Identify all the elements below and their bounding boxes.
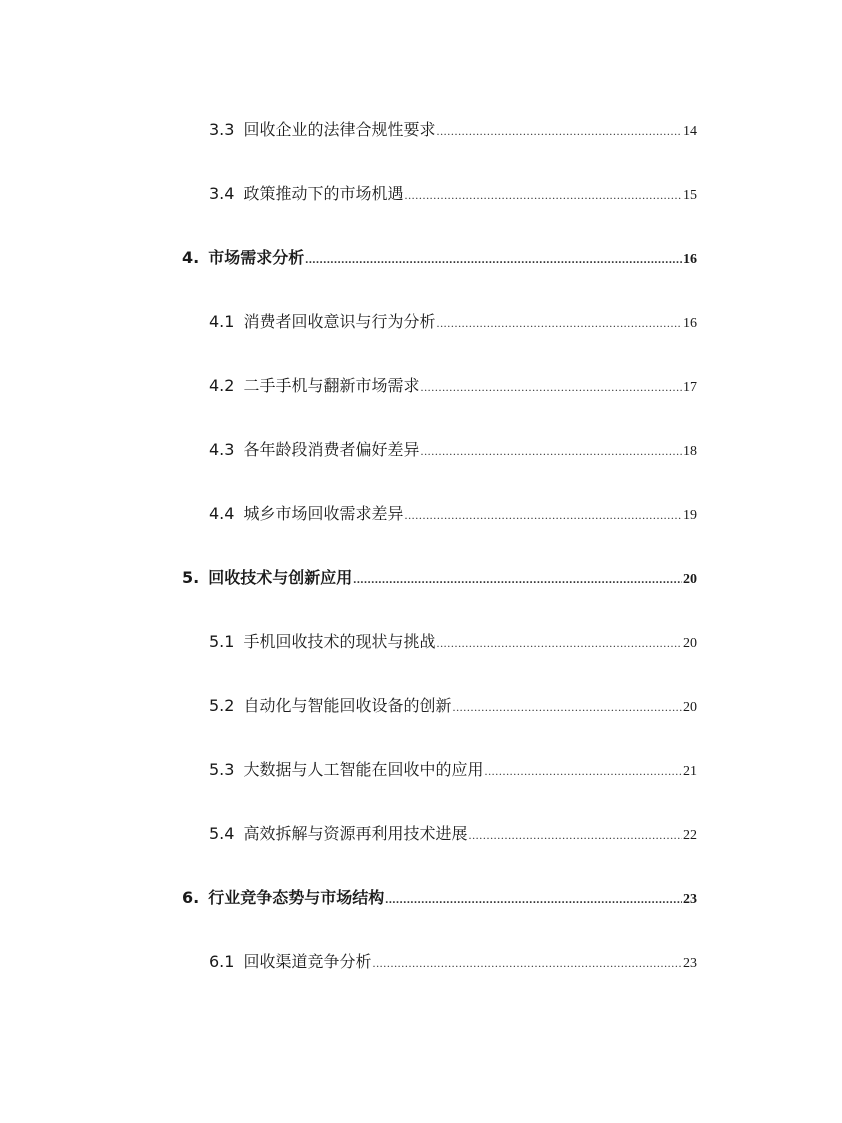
- toc-entry-title: 政策推动下的市场机遇: [243, 184, 404, 203]
- toc-entry-number: 6.: [182, 888, 200, 907]
- toc-entry-page: 18: [683, 444, 697, 459]
- toc-entry-title: 市场需求分析: [208, 248, 305, 267]
- dot-leader: [484, 760, 682, 782]
- toc-entry[interactable]: [209, 695, 697, 717]
- toc-entry-page: 22: [683, 828, 697, 843]
- toc-chapter-entry[interactable]: [182, 887, 697, 909]
- dot-leader: [420, 376, 682, 398]
- toc-entry[interactable]: [209, 503, 697, 525]
- toc-entry-title: 大数据与人工智能在回收中的应用: [243, 760, 484, 779]
- toc-entry[interactable]: [209, 119, 697, 141]
- toc-entry-title: 城乡市场回收需求差异: [243, 504, 404, 523]
- toc-entry-number: 4.3: [209, 440, 235, 459]
- dot-leader: [353, 568, 682, 590]
- toc-entry-number: 5.: [182, 568, 200, 587]
- toc-entry-number: 4.4: [209, 504, 235, 523]
- dot-leader: [436, 120, 682, 142]
- toc-entry[interactable]: [209, 311, 697, 333]
- toc-entry-page: 16: [683, 316, 697, 331]
- toc-entry-page: 15: [683, 188, 697, 203]
- toc-chapter-entry[interactable]: [182, 247, 697, 269]
- toc-entry-page: 20: [683, 700, 697, 715]
- toc-entry-number: 4.2: [209, 376, 235, 395]
- toc-entry-title: 回收渠道竞争分析: [243, 952, 372, 971]
- toc-entry[interactable]: [209, 631, 697, 653]
- toc-entry-page: 16: [683, 252, 697, 267]
- toc-entry-number: 5.4: [209, 824, 235, 843]
- toc-entry-page: 21: [683, 764, 697, 779]
- toc-entry-page: 19: [683, 508, 697, 523]
- toc-entry-number: 4.: [182, 248, 200, 267]
- toc-entry[interactable]: [209, 951, 697, 973]
- toc-entry-title: 二手手机与翻新市场需求: [243, 376, 420, 395]
- toc-entry-title: 高效拆解与资源再利用技术进展: [243, 824, 468, 843]
- dot-leader: [404, 504, 682, 526]
- toc-entry[interactable]: [209, 375, 697, 397]
- toc-entry-title: 行业竞争态势与市场结构: [208, 888, 385, 907]
- dot-leader: [468, 824, 682, 846]
- toc-entry-number: 4.1: [209, 312, 235, 331]
- dot-leader: [305, 248, 682, 270]
- toc-entry-page: 17: [683, 380, 697, 395]
- toc-entry-title: 各年龄段消费者偏好差异: [243, 440, 420, 459]
- toc-entry-number: 3.4: [209, 184, 235, 203]
- dot-leader: [372, 952, 682, 974]
- toc-entry-title: 手机回收技术的现状与挑战: [243, 632, 436, 651]
- dot-leader: [404, 184, 682, 206]
- toc-entry-page: 23: [683, 956, 697, 971]
- dot-leader: [452, 696, 682, 718]
- toc-entry-title: 回收企业的法律合规性要求: [243, 120, 436, 139]
- toc-entry[interactable]: [209, 183, 697, 205]
- toc-entry-number: 5.2: [209, 696, 235, 715]
- toc-entry-number: 5.1: [209, 632, 235, 651]
- toc-entry-number: 6.1: [209, 952, 235, 971]
- dot-leader: [420, 440, 682, 462]
- toc-entry[interactable]: [209, 759, 697, 781]
- toc-entry[interactable]: [209, 439, 697, 461]
- toc-entry-number: 3.3: [209, 120, 235, 139]
- toc-entry-title: 自动化与智能回收设备的创新: [243, 696, 452, 715]
- toc-entry-title: 回收技术与创新应用: [208, 568, 353, 587]
- toc-entry-page: 14: [683, 124, 697, 139]
- toc-entry-page: 20: [683, 636, 697, 651]
- toc-entry-title: 消费者回收意识与行为分析: [243, 312, 436, 331]
- toc-entry-page: 23: [683, 892, 697, 907]
- toc-entry-page: 20: [683, 572, 697, 587]
- toc-entry-number: 5.3: [209, 760, 235, 779]
- toc-chapter-entry[interactable]: [182, 567, 697, 589]
- toc-entry[interactable]: [209, 823, 697, 845]
- dot-leader: [436, 312, 682, 334]
- dot-leader: [385, 888, 682, 910]
- dot-leader: [436, 632, 682, 654]
